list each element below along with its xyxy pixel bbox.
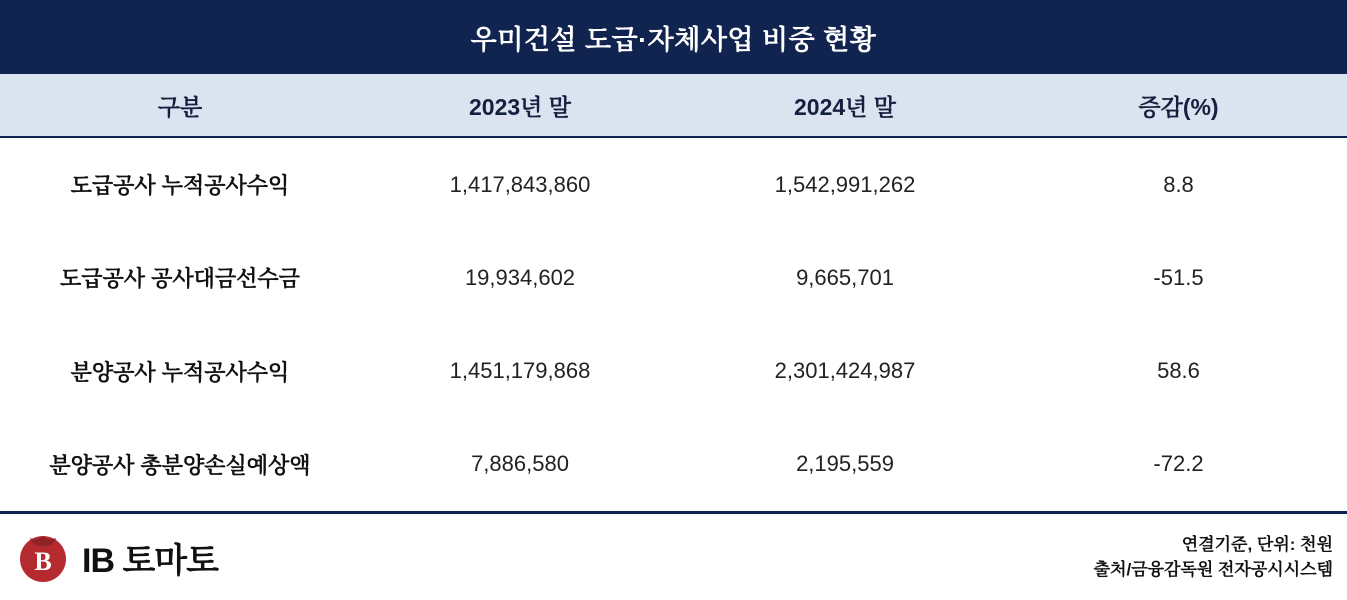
source-note xyxy=(1094,532,1333,583)
cell-2023: 1,417,843,860 xyxy=(449,171,591,197)
row-label: 도급공사 누적공사수익 xyxy=(70,173,290,199)
brand-name: IB 토마토 xyxy=(82,541,218,580)
column-header-change: 증감(%) xyxy=(1138,93,1219,120)
cell-2024: 9,665,701 xyxy=(796,264,894,290)
cell-change: -72.2 xyxy=(1153,451,1204,477)
cell-2024: 1,542,991,262 xyxy=(774,171,916,197)
table-body xyxy=(0,138,1347,514)
table-row xyxy=(0,325,1347,418)
table-header-row xyxy=(0,74,1347,138)
page-title: 우미건설 도급·자체사업 비중 현황 xyxy=(470,24,877,55)
column-header-2023: 2023년 말 xyxy=(469,93,571,120)
column-header-category: 구분 xyxy=(157,93,203,120)
source-note-line2: 출처/금융감독원 전자공시시스템 xyxy=(1093,560,1333,579)
cell-2023: 1,451,179,868 xyxy=(449,358,591,384)
cell-change: -51.5 xyxy=(1153,264,1204,290)
footer xyxy=(0,514,1347,600)
source-note-line1: 연결기준, 단위: 천원 xyxy=(1181,534,1333,554)
cell-change: 58.6 xyxy=(1157,358,1200,384)
tomato-logo-icon xyxy=(14,528,72,586)
row-label: 도급공사 공사대금선수금 xyxy=(60,266,300,292)
row-label: 분양공사 누적공사수익 xyxy=(70,359,290,385)
table-row xyxy=(0,231,1347,324)
table-row xyxy=(0,418,1347,511)
cell-2023: 19,934,602 xyxy=(464,264,576,290)
table-row xyxy=(0,138,1347,231)
cell-2023: 7,886,580 xyxy=(471,451,569,477)
column-header-2024: 2024년 말 xyxy=(794,93,896,120)
cell-2024: 2,301,424,987 xyxy=(774,358,916,384)
brand-logo xyxy=(14,528,218,586)
title-bar xyxy=(0,0,1347,74)
svg-text:B: B xyxy=(34,547,52,576)
row-label: 분양공사 총분양손실예상액 xyxy=(49,452,311,478)
cell-change: 8.8 xyxy=(1163,171,1194,197)
cell-2024: 2,195,559 xyxy=(796,451,894,477)
